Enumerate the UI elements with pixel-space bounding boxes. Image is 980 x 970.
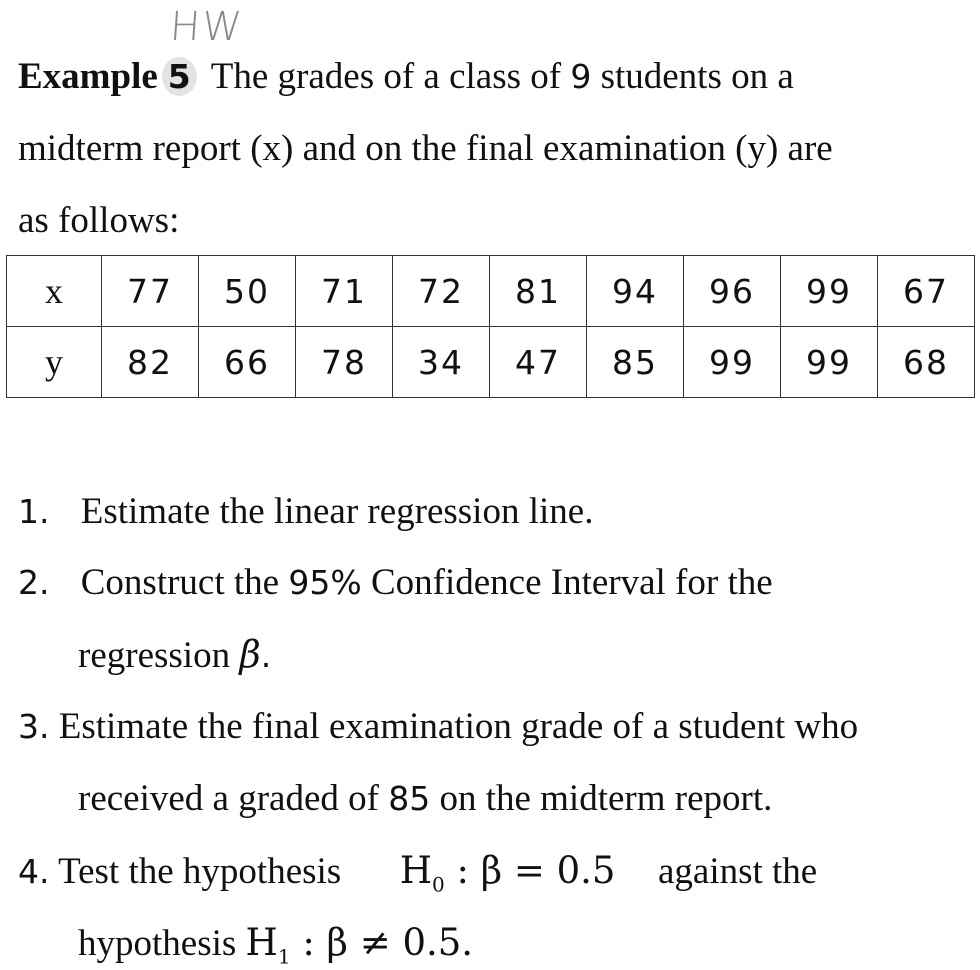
student-count: 9 — [570, 57, 592, 96]
x-row-label: x — [7, 256, 102, 327]
question-2-line2-text: regression — [78, 635, 231, 676]
y-cell: 68 — [878, 327, 975, 398]
y-cell: 47 — [490, 327, 587, 398]
example-number: 5 — [162, 57, 197, 96]
y-cell: 99 — [684, 327, 781, 398]
confidence-percent: 95% — [288, 563, 362, 602]
x-cell: 71 — [296, 256, 393, 327]
question-1-number: 1. — [18, 492, 50, 531]
midterm-grade-value: 85 — [388, 779, 431, 818]
intro-line1-text: The grades of a class of — [210, 56, 562, 97]
x-cell: 72 — [393, 256, 490, 327]
intro-line-2: midterm report (x) and on the final examination (y) are — [18, 128, 833, 169]
intro-line-1 — [18, 55, 794, 98]
x-cell: 94 — [587, 256, 684, 327]
question-3-line-2 — [78, 777, 772, 820]
y-cell: 82 — [102, 327, 199, 398]
grades-table — [6, 255, 975, 398]
x-cell: 99 — [781, 256, 878, 327]
question-3-line2-a: received a graded of — [78, 778, 379, 819]
y-row-label: y — [7, 327, 102, 398]
x-row — [7, 256, 975, 327]
x-cell: 81 — [490, 256, 587, 327]
question-1 — [18, 490, 593, 533]
question-4 — [18, 849, 817, 896]
question-2-period: . — [260, 636, 272, 675]
beta-symbol: β — [239, 633, 261, 676]
alternative-hypothesis: $H_1$ : β ≠ 0.5. — [245, 921, 474, 969]
x-cell: 67 — [878, 256, 975, 327]
question-2-line-2 — [78, 633, 271, 677]
y-cell: 34 — [393, 327, 490, 398]
x-cell: 50 — [199, 256, 296, 327]
y-cell: 78 — [296, 327, 393, 398]
question-4-against: against the — [657, 851, 818, 892]
y-row — [7, 327, 975, 398]
question-4-line2-text: hypothesis — [78, 923, 237, 964]
question-2 — [18, 561, 773, 604]
null-hypothesis: $H_0$ : β = 0.5 — [399, 849, 616, 897]
question-3-line2-b: on the midterm report. — [439, 778, 773, 819]
example-label: Example — [18, 56, 158, 97]
x-cell: 96 — [684, 256, 781, 327]
question-4-line-2 — [78, 921, 473, 968]
question-2-number: 2. — [18, 563, 50, 602]
y-cell: 66 — [199, 327, 296, 398]
question-3-number: 3. — [18, 707, 50, 746]
y-cell: 99 — [781, 327, 878, 398]
question-3-text: Estimate the final examination grade of a student who — [58, 706, 859, 747]
intro-line1-tail: students on a — [600, 56, 794, 97]
question-3 — [18, 705, 858, 748]
question-1-text: Estimate the linear regression line. — [80, 491, 594, 532]
y-cell: 85 — [587, 327, 684, 398]
question-2-text-a: Construct the — [80, 562, 280, 603]
question-4-number: 4. — [18, 852, 50, 891]
x-cell: 77 — [102, 256, 199, 327]
handwritten-hw-note: HW — [168, 4, 246, 50]
question-2-text-b: Confidence Interval for the — [370, 562, 773, 603]
question-4-text: Test the hypothesis — [58, 851, 342, 892]
intro-line-3: as follows: — [18, 200, 180, 241]
